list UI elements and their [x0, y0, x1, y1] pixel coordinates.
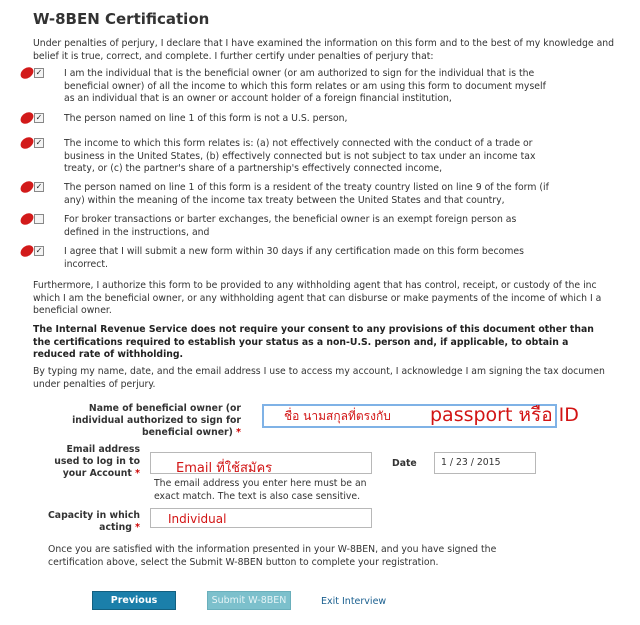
capacity-annotation: Individual — [168, 512, 227, 526]
certification-row — [20, 68, 620, 105]
exit-interview-link[interactable]: Exit Interview — [321, 596, 387, 607]
previous-button[interactable]: Previous — [92, 591, 176, 610]
capacity-field-label — [42, 510, 140, 534]
certification-text: I agree that I will submit a new form within 30 days if any certification made on this form becomes incorrect. — [64, 246, 524, 270]
certification-text: I am the individual that is the beneficial owner (or am authorized to sign for the individual that is the beneficial owner) of all the income to which this form relates or am using this form to document myself as an individual that is an owner or account holder of a foreign financial institution, — [64, 68, 546, 105]
email-annotation: Email ที่ใช้สมัคร — [176, 461, 273, 476]
irs-notice: The Internal Revenue Service does not require your consent to any provisions of this document other than the certifications required to establish your status as a non-U.S. person and, if applicable, to obtain a reduced rate of withholding. — [33, 324, 594, 361]
required-marker: * — [135, 522, 140, 533]
date-input[interactable] — [434, 452, 536, 474]
certification-text: For broker transactions or barter exchanges, the beneficial owner is an exempt foreign person as defined in the instructions, and — [64, 214, 517, 238]
name-annotation-thai: ชื่อ นามสกุลที่ตรงกับ — [284, 409, 391, 423]
email-label-text: Email address used to log in to your Account — [54, 444, 140, 479]
date-label: Date — [392, 458, 417, 469]
name-annotation-passport: passport หรือ ID — [430, 404, 579, 426]
certification-checkbox[interactable]: ✓ — [35, 113, 43, 122]
email-field-label — [40, 444, 140, 480]
name-label-text: Name of beneficial owner (or individual authorized to sign for beneficial owner) — [72, 403, 241, 438]
required-marker: * — [135, 468, 140, 479]
certification-row — [20, 246, 620, 276]
certification-text: The person named on line 1 of this form is not a U.S. person, — [64, 113, 348, 124]
signature-notice: By typing my name, date, and the email address I use to access my account, I acknowledge I am signing the tax documen under penalties of perjury. — [33, 366, 605, 390]
capacity-label-text: Capacity in which acting — [47, 510, 140, 533]
certification-text: The person named on line 1 of this form is a resident of the treaty country listed on line 9 of the form (if any) within the meaning of the income tax treaty between the United States and that country, — [64, 182, 549, 206]
submit-w8ben-button[interactable]: Submit W-8BEN — [207, 591, 291, 610]
authorization-text: Furthermore, I authorize this form to be provided to any withholding agent that has control, receipt, or custody of the inc which I am the beneficial owner, or any withholding agent that can disburse or make payments of the income of which I a beneficial owner. — [33, 280, 602, 317]
certification-checkbox[interactable]: ✓ — [35, 68, 43, 77]
closing-instructions: Once you are satisfied with the information presented in your W-8BEN, and you have signed the certification above, select the Submit W-8BEN button to complete your registration. — [48, 544, 497, 568]
intro-text: Under penalties of perjury, I declare that I have examined the information on this form and to the best of my knowledge and belief it is true, correct, and complete. I further certify under penalties of perjury that: — [33, 38, 615, 62]
certification-checkbox[interactable] — [34, 214, 44, 224]
name-field-label — [38, 403, 241, 439]
certification-row — [20, 182, 620, 212]
certification-checkbox[interactable]: ✓ — [35, 246, 43, 255]
certification-row — [20, 214, 620, 244]
date-value: 1 / 23 / 2015 — [441, 457, 501, 468]
email-help-text: The email address you enter here must be an exact match. The text is also case sensitive. — [154, 478, 367, 502]
certification-text: The income to which this form relates is: (a) not effectively connected with the conduct of a trade or business in the United States, (b) effectively connected but is not subject to tax under an income tax treaty, or (c) the partner's share of a partnership's effectively connected income, — [64, 138, 536, 175]
required-marker: * — [236, 427, 241, 438]
page-title: W-8BEN Certification — [33, 10, 210, 28]
certification-row — [20, 138, 620, 175]
certification-checkbox[interactable]: ✓ — [35, 182, 43, 191]
certification-checkbox[interactable]: ✓ — [35, 138, 43, 147]
